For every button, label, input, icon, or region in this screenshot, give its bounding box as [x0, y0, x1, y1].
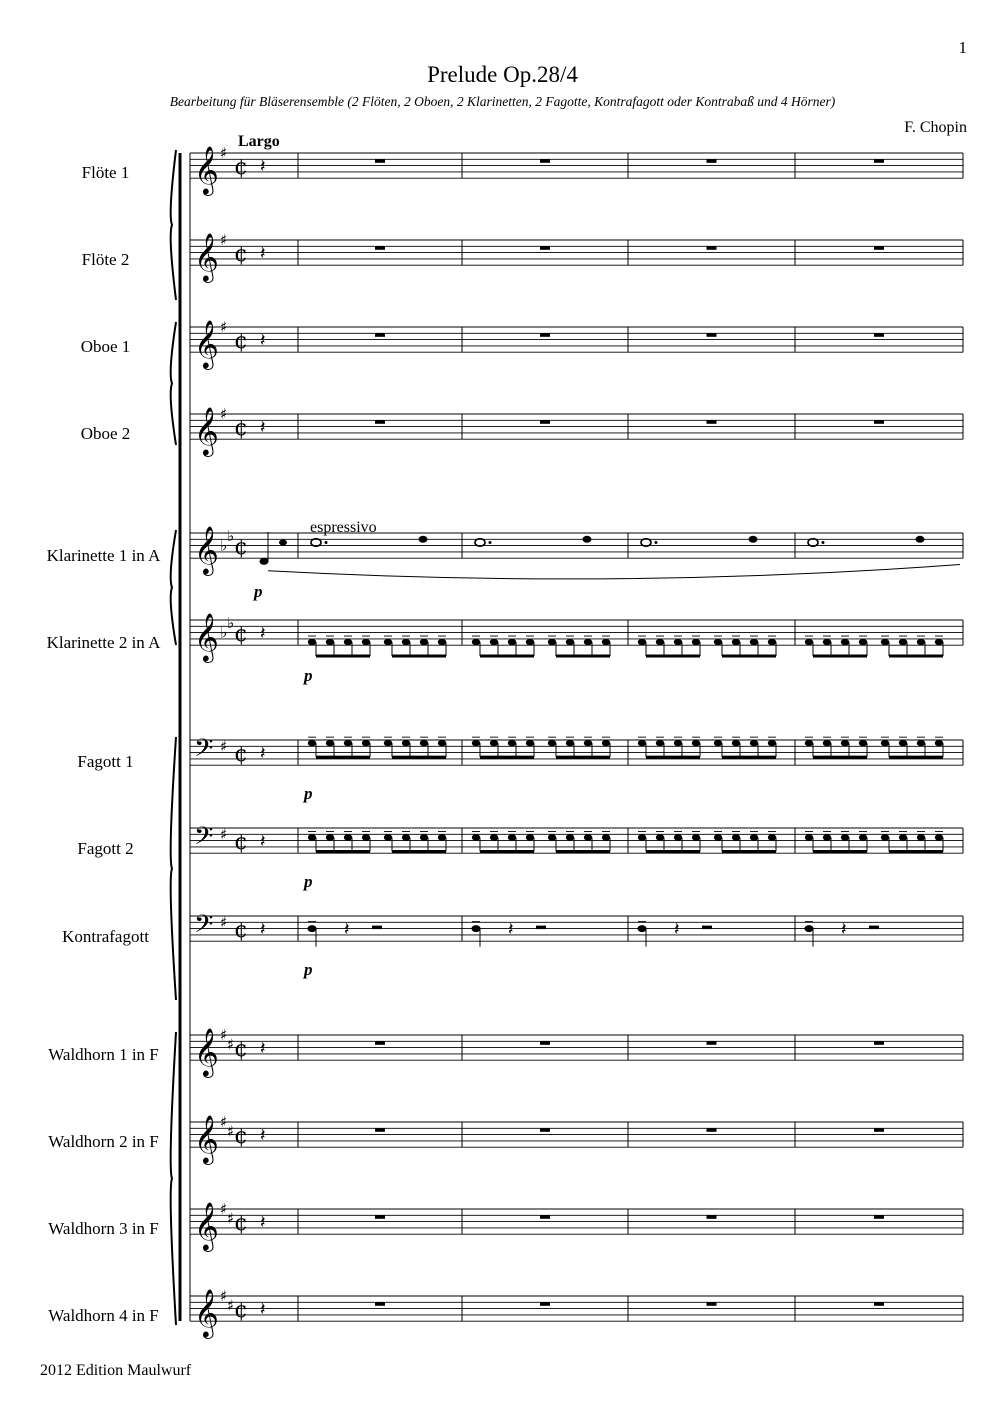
note-head	[438, 740, 446, 746]
slur	[268, 565, 960, 579]
half-rest	[869, 926, 879, 930]
note-head	[750, 834, 758, 840]
note-head	[692, 834, 700, 840]
note-head	[859, 740, 867, 746]
cut-time-icon: ¢	[234, 534, 248, 560]
note-head	[805, 925, 814, 932]
composer: F. Chopin	[904, 119, 967, 136]
instrument-name: Oboe 2	[80, 424, 131, 443]
sharp-icon: ♯	[227, 1035, 235, 1054]
half-rest	[702, 926, 712, 930]
note-head	[279, 539, 287, 545]
cut-time-icon: ¢	[234, 1210, 248, 1236]
note-head	[899, 740, 907, 746]
note-head	[472, 740, 480, 746]
quarter-rest-icon: 𝄽	[260, 622, 266, 644]
note-head	[823, 834, 831, 840]
treble-clef-icon: 𝄞	[194, 232, 219, 282]
whole-rest	[874, 1215, 884, 1219]
dynamic-marking: p	[304, 960, 313, 979]
note-head	[732, 740, 740, 746]
whole-rest	[540, 333, 550, 337]
note-head	[472, 834, 480, 840]
half-note	[475, 539, 485, 547]
page-number: 1	[958, 38, 967, 57]
cut-time-icon: ¢	[234, 328, 248, 354]
flat-icon: ♭	[227, 614, 235, 633]
group-brace	[171, 737, 176, 1000]
whole-rest	[874, 1128, 884, 1132]
note-head	[841, 639, 849, 645]
note-head	[750, 639, 758, 645]
cut-time-icon: ¢	[234, 241, 248, 267]
group-brace	[171, 530, 176, 645]
whole-rest	[375, 1215, 385, 1219]
treble-clef-icon: 𝄞	[194, 406, 219, 456]
half-rest	[372, 926, 382, 930]
note-head	[935, 834, 943, 840]
note-head	[656, 834, 664, 840]
note-head	[566, 639, 574, 645]
sharp-icon: ♯	[227, 1296, 235, 1315]
note-head	[420, 740, 428, 746]
treble-clef-icon: 𝄞	[194, 319, 219, 369]
note-head	[823, 740, 831, 746]
treble-clef-icon: 𝄞	[194, 145, 219, 195]
note-head	[749, 536, 758, 543]
instrument-name: Fagott 2	[77, 839, 134, 858]
note-head	[326, 740, 334, 746]
note-head	[490, 740, 498, 746]
quarter-rest-icon: 𝄽	[674, 918, 680, 940]
treble-clef-icon: 𝄞	[194, 612, 219, 662]
dot	[655, 541, 658, 544]
note-head	[768, 639, 776, 645]
dynamic-marking: p	[304, 666, 313, 685]
whole-rest	[375, 333, 385, 337]
note-head	[548, 740, 556, 746]
sharp-icon: ♯	[220, 1026, 228, 1044]
half-note	[311, 539, 321, 547]
whole-rest	[540, 420, 550, 424]
note-head	[692, 740, 700, 746]
espressivo-marking: espressivo	[310, 519, 377, 536]
note-head	[692, 639, 700, 645]
note-head	[362, 639, 370, 645]
note-head	[326, 834, 334, 840]
note-head	[384, 639, 392, 645]
instrument-name: Klarinette 1 in A	[46, 546, 161, 565]
whole-rest	[375, 420, 385, 424]
sharp-icon: ♯	[220, 1200, 228, 1218]
note-head	[899, 834, 907, 840]
dynamic-marking: p	[304, 872, 313, 891]
note-head	[526, 639, 534, 645]
quarter-rest-icon: 𝄽	[344, 918, 350, 940]
note-head	[638, 834, 646, 840]
note-head	[823, 639, 831, 645]
note-head	[841, 740, 849, 746]
treble-clef-icon: 𝄞	[194, 1288, 219, 1338]
whole-rest	[375, 1302, 385, 1306]
cut-time-icon: ¢	[234, 829, 248, 855]
quarter-rest-icon: 𝄽	[260, 1298, 266, 1320]
note-head	[584, 834, 592, 840]
note-head	[714, 834, 722, 840]
note-head	[899, 639, 907, 645]
note-head	[881, 740, 889, 746]
note-head	[526, 740, 534, 746]
sharp-icon: ♯	[220, 913, 228, 932]
note-head	[732, 639, 740, 645]
cut-time-icon: ¢	[234, 1036, 248, 1062]
cut-time-icon: ¢	[234, 621, 248, 647]
note-head	[490, 834, 498, 840]
whole-rest	[540, 1302, 550, 1306]
bass-clef-icon: 𝄢	[194, 733, 214, 769]
note-head	[602, 834, 610, 840]
whole-rest	[540, 159, 550, 163]
note-head	[344, 740, 352, 746]
whole-rest	[874, 1302, 884, 1306]
note-head	[917, 834, 925, 840]
note-head	[638, 740, 646, 746]
note-head	[638, 925, 647, 932]
note-head	[490, 639, 498, 645]
note-head	[566, 740, 574, 746]
whole-rest	[540, 1041, 550, 1045]
cut-time-icon: ¢	[234, 415, 248, 441]
whole-rest	[707, 1128, 717, 1132]
note-head	[260, 558, 269, 565]
sharp-icon: ♯	[220, 231, 228, 249]
whole-rest	[707, 246, 717, 250]
group-brace	[171, 150, 176, 300]
note-head	[935, 639, 943, 645]
sharp-icon: ♯	[220, 825, 228, 844]
note-head	[841, 834, 849, 840]
instrument-name: Klarinette 2 in A	[46, 633, 161, 652]
sharp-icon: ♯	[227, 1122, 235, 1141]
quarter-rest-icon: 𝄽	[260, 416, 266, 438]
quarter-rest-icon: 𝄽	[260, 830, 266, 852]
note-head	[656, 639, 664, 645]
dynamic-marking: p	[254, 582, 263, 601]
note-head	[438, 834, 446, 840]
whole-rest	[874, 420, 884, 424]
note-head	[805, 834, 813, 840]
cut-time-icon: ¢	[234, 917, 248, 943]
note-head	[566, 834, 574, 840]
note-head	[344, 639, 352, 645]
note-head	[750, 740, 758, 746]
dot	[489, 541, 492, 544]
cut-time-icon: ¢	[234, 741, 248, 767]
dynamic-marking: p	[304, 784, 313, 803]
note-head	[805, 639, 813, 645]
instrument-name: Flöte 2	[81, 250, 130, 269]
whole-rest	[375, 159, 385, 163]
note-head	[881, 834, 889, 840]
instrument-name: Waldhorn 3 in F	[48, 1219, 159, 1238]
group-brace	[171, 1032, 176, 1325]
note-head	[508, 834, 516, 840]
flat-icon: ♭	[220, 623, 228, 642]
quarter-rest-icon: 𝄽	[260, 329, 266, 351]
note-head	[602, 740, 610, 746]
note-head	[508, 639, 516, 645]
note-head	[935, 740, 943, 746]
instrument-name: Kontrafagott	[62, 927, 149, 946]
instrument-name: Waldhorn 4 in F	[48, 1306, 159, 1325]
note-head	[308, 834, 316, 840]
note-head	[674, 834, 682, 840]
quarter-rest-icon: 𝄽	[508, 918, 514, 940]
note-head	[508, 740, 516, 746]
note-head	[420, 639, 428, 645]
whole-rest	[707, 159, 717, 163]
note-head	[732, 834, 740, 840]
subtitle: Bearbeitung für Bläserensemble (2 Flöten, 2 Oboen, 2 Klarinetten, 2 Fagotte, Kontrafagott oder Kontrabaß und 4 Hörner)	[169, 94, 836, 109]
note-head	[584, 740, 592, 746]
treble-clef-icon: 𝄞	[194, 525, 219, 575]
whole-rest	[874, 159, 884, 163]
tempo-marking: Largo	[238, 133, 280, 150]
sharp-icon: ♯	[220, 144, 228, 162]
cut-time-icon: ¢	[234, 1297, 248, 1323]
note-head	[362, 834, 370, 840]
whole-rest	[707, 1215, 717, 1219]
note-head	[583, 536, 592, 543]
note-head	[638, 639, 646, 645]
note-head	[805, 740, 813, 746]
group-brace	[171, 322, 176, 445]
note-head	[917, 740, 925, 746]
note-head	[402, 740, 410, 746]
instrument-name: Fagott 1	[77, 752, 134, 771]
sharp-icon: ♯	[220, 737, 228, 756]
half-note	[808, 539, 818, 547]
quarter-rest-icon: 𝄽	[260, 918, 266, 940]
note-head	[584, 639, 592, 645]
note-head	[402, 834, 410, 840]
quarter-rest-icon: 𝄽	[260, 1037, 266, 1059]
note-head	[472, 639, 480, 645]
note-head	[881, 639, 889, 645]
note-head	[362, 740, 370, 746]
instrument-name: Flöte 1	[81, 163, 130, 182]
note-head	[384, 740, 392, 746]
instrument-name: Waldhorn 1 in F	[48, 1045, 159, 1064]
note-head	[768, 834, 776, 840]
whole-rest	[375, 246, 385, 250]
whole-rest	[540, 1128, 550, 1132]
note-head	[438, 639, 446, 645]
whole-rest	[874, 1041, 884, 1045]
quarter-rest-icon: 𝄽	[260, 1124, 266, 1146]
note-head	[859, 834, 867, 840]
half-rest	[536, 926, 546, 930]
note-head	[768, 740, 776, 746]
whole-rest	[540, 1215, 550, 1219]
note-head	[674, 639, 682, 645]
sharp-icon: ♯	[220, 1113, 228, 1131]
note-head	[656, 740, 664, 746]
cut-time-icon: ¢	[234, 1123, 248, 1149]
note-head	[714, 639, 722, 645]
note-head	[674, 740, 682, 746]
whole-rest	[707, 420, 717, 424]
quarter-rest-icon: 𝄽	[260, 155, 266, 177]
sharp-icon: ♯	[220, 405, 228, 423]
whole-rest	[375, 1041, 385, 1045]
quarter-rest-icon: 𝄽	[260, 242, 266, 264]
bass-clef-icon: 𝄢	[194, 909, 214, 945]
note-head	[714, 740, 722, 746]
instrument-name: Waldhorn 2 in F	[48, 1132, 159, 1151]
sharp-icon: ♯	[220, 1287, 228, 1305]
whole-rest	[707, 1302, 717, 1306]
whole-rest	[874, 246, 884, 250]
whole-rest	[375, 1128, 385, 1132]
quarter-rest-icon: 𝄽	[841, 918, 847, 940]
note-head	[402, 639, 410, 645]
quarter-rest-icon: 𝄽	[260, 742, 266, 764]
cut-time-icon: ¢	[234, 154, 248, 180]
treble-clef-icon: 𝄞	[194, 1114, 219, 1164]
note-head	[548, 834, 556, 840]
note-head	[859, 639, 867, 645]
sharp-icon: ♯	[220, 318, 228, 336]
whole-rest	[707, 1041, 717, 1045]
sharp-icon: ♯	[227, 1209, 235, 1228]
treble-clef-icon: 𝄞	[194, 1201, 219, 1251]
note-head	[308, 740, 316, 746]
footer-edition: 2012 Edition Maulwurf	[40, 1362, 192, 1379]
note-head	[602, 639, 610, 645]
bass-clef-icon: 𝄢	[194, 821, 214, 857]
instrument-name: Oboe 1	[80, 337, 131, 356]
note-head	[384, 834, 392, 840]
whole-rest	[707, 333, 717, 337]
treble-clef-icon: 𝄞	[194, 1027, 219, 1077]
note-head	[344, 834, 352, 840]
note-head	[308, 925, 317, 932]
note-head	[420, 834, 428, 840]
dot	[325, 541, 328, 544]
dot	[822, 541, 825, 544]
note-head	[548, 639, 556, 645]
note-head	[472, 925, 481, 932]
flat-icon: ♭	[220, 536, 228, 555]
flat-icon: ♭	[227, 527, 235, 546]
half-note	[641, 539, 651, 547]
note-head	[526, 834, 534, 840]
note-head	[326, 639, 334, 645]
note-head	[419, 536, 428, 543]
whole-rest	[874, 333, 884, 337]
quarter-rest-icon: 𝄽	[260, 1211, 266, 1233]
page-title: Prelude Op.28/4	[427, 62, 578, 87]
note-head	[916, 536, 925, 543]
note-head	[917, 639, 925, 645]
note-head	[308, 639, 316, 645]
whole-rest	[540, 246, 550, 250]
